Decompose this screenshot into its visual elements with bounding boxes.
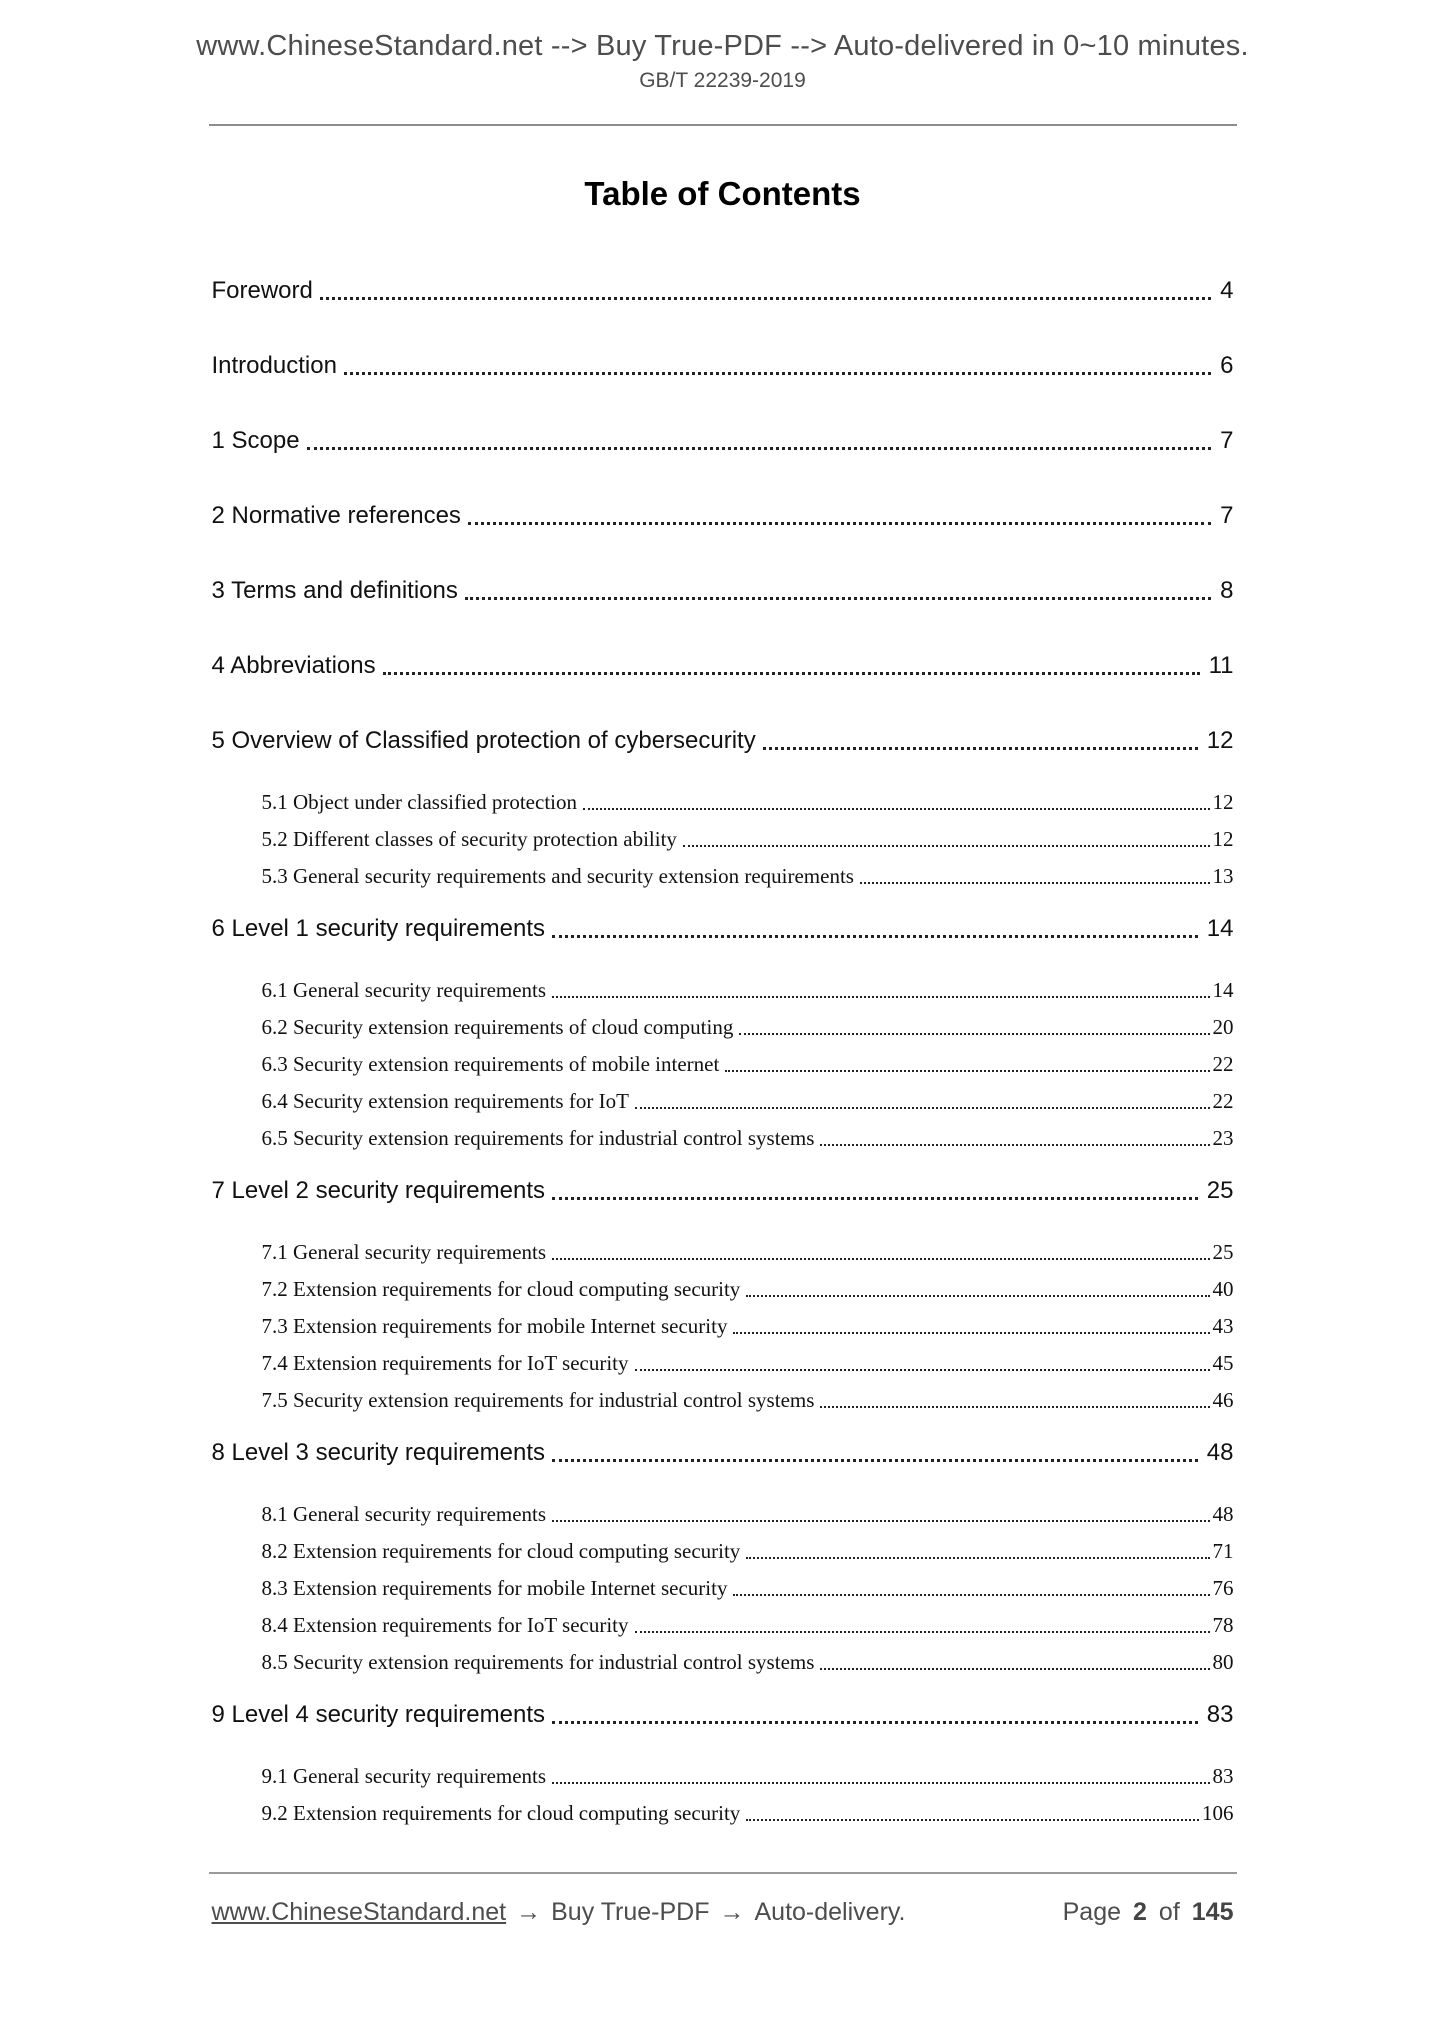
dot-leader [465, 597, 1211, 600]
footer-delivery-text: Auto-delivery. [754, 1898, 906, 1926]
toc-entry [212, 1438, 1234, 1468]
toc-entry [212, 1501, 1234, 1527]
toc-entry-label: 8.5 Security extension requirements for industrial control systems [261, 1650, 815, 1674]
toc-entry [212, 1176, 1234, 1206]
dot-leader [820, 1406, 1209, 1408]
toc-entry [212, 1649, 1234, 1675]
toc-entry [212, 726, 1234, 756]
dot-leader [746, 1819, 1199, 1821]
toc-entry [212, 826, 1234, 852]
toc-entry-label: 8.2 Extension requirements for cloud computing security [261, 1539, 741, 1563]
toc-entry [212, 351, 1234, 381]
dot-leader [552, 1459, 1198, 1462]
toc-page-number: 14 [1212, 978, 1234, 1002]
toc-page-number: 11 [1208, 652, 1234, 679]
toc-entry [212, 1125, 1234, 1151]
toc-page-number: 13 [1212, 864, 1234, 888]
toc-entry-label: 8 Level 3 security requirements [211, 1439, 545, 1466]
toc-entry [212, 1800, 1234, 1826]
page-footer [212, 1898, 1234, 1927]
toc-page-number: 83 [1212, 1764, 1234, 1788]
toc-entry-label: Foreword [211, 277, 313, 304]
page-word: Page [1062, 1898, 1122, 1926]
toc-entry-label: 8.1 General security requirements [261, 1502, 547, 1526]
toc-entry-label: 7.3 Extension requirements for mobile Internet security [261, 1314, 728, 1338]
footer-site-link[interactable]: www.ChineseStandard.net [211, 1898, 507, 1926]
dot-leader [820, 1144, 1209, 1146]
toc-entry [212, 651, 1234, 681]
toc-page-number: 22 [1212, 1089, 1234, 1113]
toc-entry [212, 1700, 1234, 1730]
dot-leader [552, 1520, 1209, 1522]
dot-leader [307, 447, 1212, 450]
page-title: Table of Contents [584, 175, 861, 212]
toc-entry-label: 3 Terms and definitions [211, 577, 458, 604]
footer-promo [212, 1898, 906, 1927]
dot-leader [344, 372, 1211, 375]
toc-entry-label: 8.3 Extension requirements for mobile Internet security [261, 1576, 728, 1600]
toc-entry [212, 1387, 1234, 1413]
toc-entry-label: 9.1 General security requirements [261, 1764, 547, 1788]
toc-entry [212, 1088, 1234, 1114]
dot-leader [583, 808, 1210, 810]
dot-leader [733, 1332, 1209, 1334]
toc-page-number: 71 [1212, 1539, 1234, 1563]
dot-leader [552, 1197, 1198, 1200]
toc-page-number: 8 [1220, 577, 1234, 604]
toc-page-number: 106 [1202, 1801, 1234, 1825]
toc-entry-label: 6.5 Security extension requirements for industrial control systems [261, 1126, 815, 1150]
dot-leader [552, 1782, 1209, 1784]
arrow-right-icon: → [516, 1898, 542, 1926]
toc-entry-label: 7.1 General security requirements [261, 1240, 547, 1264]
toc-entry [212, 1763, 1234, 1789]
dot-leader [320, 297, 1211, 300]
toc-entry [212, 914, 1234, 944]
toc-entry [212, 1051, 1234, 1077]
toc-page-number: 14 [1206, 915, 1234, 942]
toc-entry-label: 5.3 General security requirements and security extension requirements [261, 864, 854, 888]
toc-entry [212, 1276, 1234, 1302]
toc-entry-label: 6 Level 1 security requirements [211, 915, 545, 942]
dot-leader [635, 1631, 1210, 1633]
toc-page-number: 20 [1212, 1015, 1234, 1039]
dot-leader [739, 1033, 1209, 1035]
toc-entry-label: 7.4 Extension requirements for IoT security [261, 1351, 629, 1375]
toc-entry [212, 1575, 1234, 1601]
dot-leader [552, 996, 1209, 998]
toc-page-number: 25 [1212, 1240, 1234, 1264]
toc-entry-label: 6.2 Security extension requirements of cloud computing [261, 1015, 734, 1039]
dot-leader [725, 1070, 1209, 1072]
toc-entry-label: 4 Abbreviations [211, 652, 376, 679]
toc-entry-label: 7.5 Security extension requirements for industrial control systems [261, 1388, 815, 1412]
toc-entry [212, 1313, 1234, 1339]
arrow-right-icon: → [719, 1898, 745, 1926]
toc-page-number: 12 [1206, 727, 1234, 754]
toc-page-number: 12 [1212, 790, 1234, 814]
toc-page-number: 83 [1206, 1701, 1234, 1728]
toc-page-number: 25 [1206, 1177, 1234, 1204]
current-page-number: 2 [1133, 1898, 1147, 1926]
total-page-count: 145 [1191, 1898, 1234, 1926]
toc-page-number: 80 [1212, 1650, 1234, 1674]
toc-entry [212, 1014, 1234, 1040]
page-indicator [1063, 1898, 1234, 1927]
toc-page-number: 48 [1212, 1502, 1234, 1526]
dot-leader [552, 1258, 1209, 1260]
toc-entry-label: 8.4 Extension requirements for IoT security [261, 1613, 629, 1637]
toc-entry [212, 1612, 1234, 1638]
footer-buy-text: Buy True-PDF [551, 1898, 710, 1926]
toc-entry [212, 1350, 1234, 1376]
toc-page-number: 23 [1212, 1126, 1234, 1150]
toc-entry-label: 7 Level 2 security requirements [211, 1177, 545, 1204]
of-word: of [1158, 1898, 1180, 1926]
toc-entry-label: 2 Normative references [211, 502, 461, 529]
dot-leader [683, 845, 1210, 847]
toc-entry-label: Introduction [211, 352, 337, 379]
toc-entry-label: 5.1 Object under classified protection [261, 790, 577, 814]
toc-page-number: 4 [1220, 277, 1234, 304]
toc-entry-label: 9.2 Extension requirements for cloud computing security [261, 1801, 741, 1825]
dot-leader [763, 747, 1198, 750]
toc-entry [212, 276, 1234, 306]
dot-leader [860, 882, 1210, 884]
toc-entry [212, 576, 1234, 606]
toc-page-number: 45 [1212, 1351, 1234, 1375]
dot-leader [820, 1668, 1209, 1670]
dot-leader [552, 935, 1198, 938]
toc-page-number: 78 [1212, 1613, 1234, 1637]
toc-entry [212, 426, 1234, 456]
header-divider [209, 124, 1237, 126]
toc-entry-label: 6.3 Security extension requirements of mobile internet [261, 1052, 720, 1076]
toc-entry [212, 977, 1234, 1003]
footer-divider [209, 1872, 1237, 1874]
dot-leader [746, 1295, 1209, 1297]
toc-entry-label: 5.2 Different classes of security protection ability [261, 827, 677, 851]
header-promo-text: www.ChineseStandard.net --> Buy True-PDF --> Auto-delivered in 0~10 minutes. [196, 30, 1249, 62]
toc-page-number: 48 [1206, 1439, 1234, 1466]
dot-leader [635, 1369, 1210, 1371]
toc-entry [212, 1538, 1234, 1564]
dot-leader [746, 1557, 1209, 1559]
toc-entry [212, 863, 1234, 889]
toc-page-number: 40 [1212, 1277, 1234, 1301]
page-header [0, 0, 1445, 94]
dot-leader [635, 1107, 1210, 1109]
toc-page-number: 43 [1212, 1314, 1234, 1338]
toc-entry-label: 9 Level 4 security requirements [211, 1701, 545, 1728]
toc-page-number: 6 [1220, 352, 1234, 379]
toc-entry-label: 1 Scope [211, 427, 300, 454]
toc-entry [212, 789, 1234, 815]
dot-leader [552, 1721, 1198, 1724]
toc-page-number: 12 [1212, 827, 1234, 851]
toc-page-number: 22 [1212, 1052, 1234, 1076]
doc-number: GB/T 22239-2019 [639, 69, 806, 92]
toc-entry-label: 5 Overview of Classified protection of cybersecurity [211, 727, 756, 754]
dot-leader [468, 522, 1211, 525]
toc-entry [212, 501, 1234, 531]
toc-page-number: 7 [1220, 502, 1234, 529]
toc-list [212, 276, 1234, 1826]
toc-entry-label: 6.4 Security extension requirements for IoT [261, 1089, 629, 1113]
dot-leader [733, 1594, 1209, 1596]
toc-entry-label: 7.2 Extension requirements for cloud computing security [261, 1277, 741, 1301]
toc-page-number: 7 [1220, 427, 1234, 454]
toc-entry [212, 1239, 1234, 1265]
toc-page-number: 76 [1212, 1576, 1234, 1600]
dot-leader [383, 672, 1200, 675]
toc-page-number: 46 [1212, 1388, 1234, 1412]
toc-entry-label: 6.1 General security requirements [261, 978, 547, 1002]
